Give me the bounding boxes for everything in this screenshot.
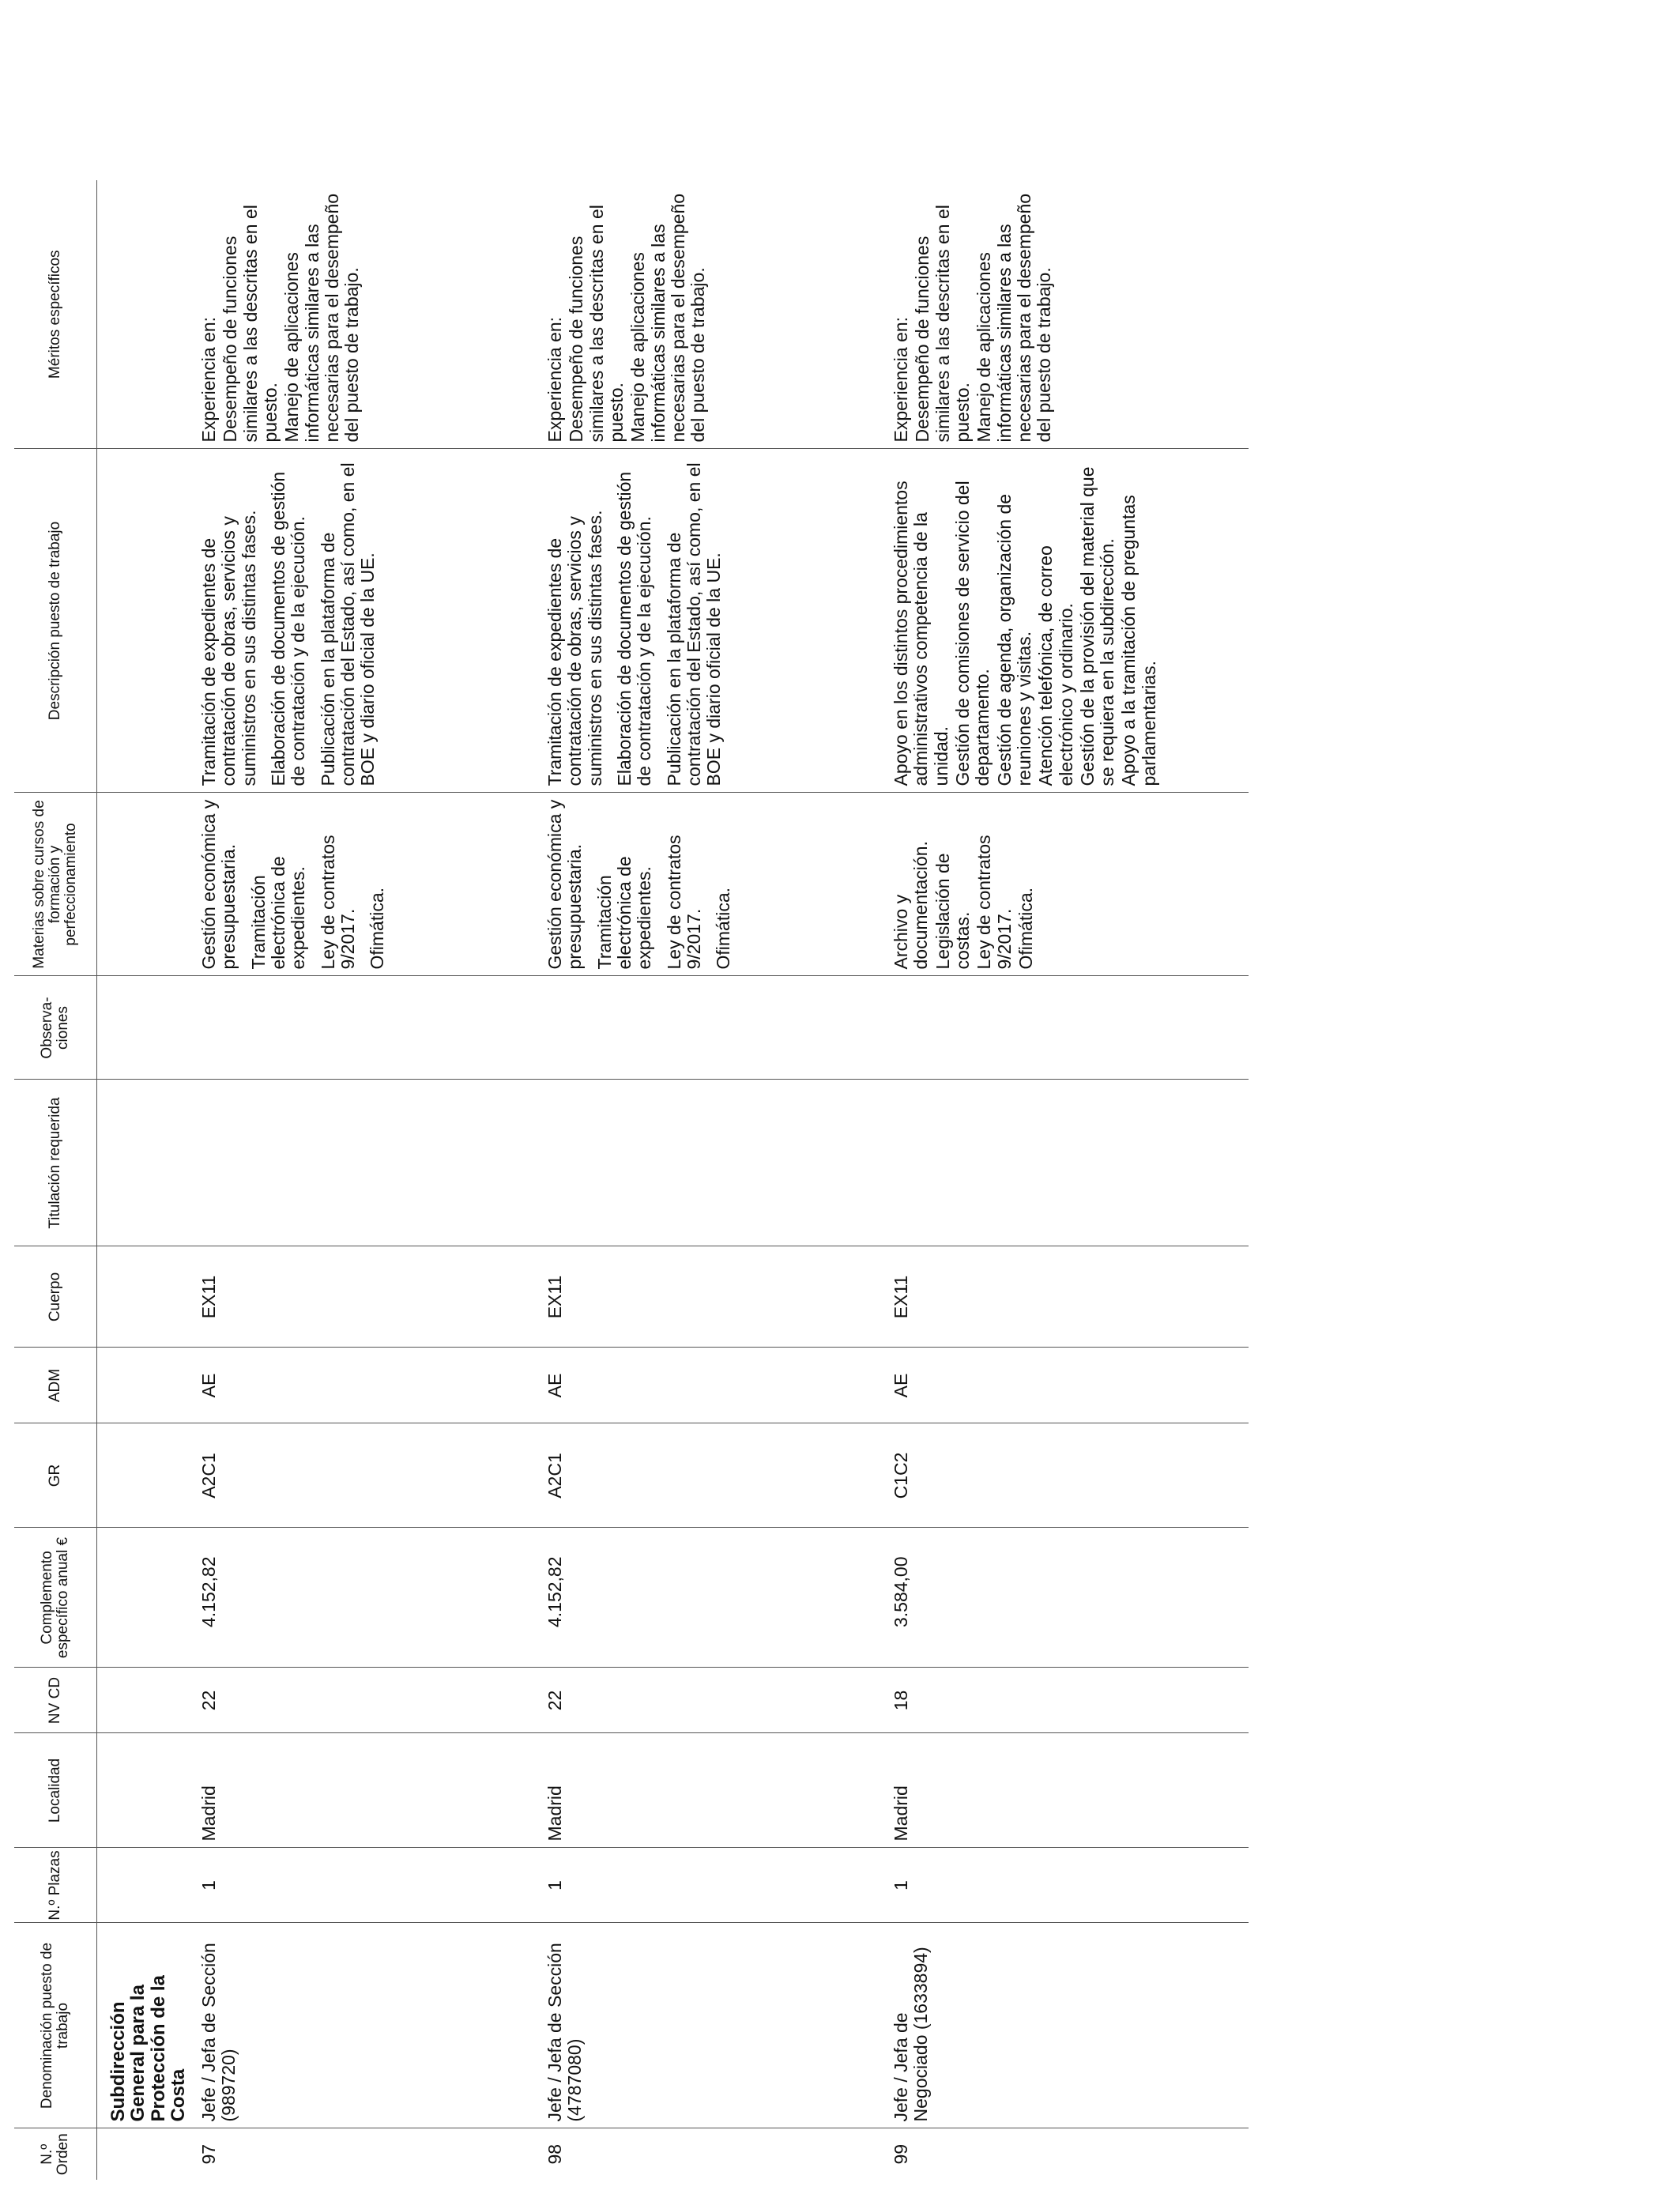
cell-observaciones (880, 976, 1249, 1080)
header-descripcion: Descripción puesto de trabajo (14, 449, 97, 793)
materia-item: Ley de contratos 9/2017. (663, 835, 704, 970)
cell-denominacion: Jefe / Jefa de Sección (4787080) (534, 1923, 880, 2128)
cell-gr: A2C1 (188, 1423, 534, 1528)
descripcion-item: Elaboración de documentos de gestión de contratación y de la ejecución. (614, 471, 655, 786)
descripcion-item: Gestión de agenda, organización de reuniones y visitas. (993, 493, 1034, 786)
cell-adm: AE (880, 1348, 1249, 1423)
cell-gr: A2C1 (534, 1423, 880, 1528)
cell-observaciones (534, 976, 880, 1080)
cell-orden: 97 (198, 2143, 220, 2165)
merito-item: Experiencia en: (198, 316, 220, 443)
cell-cuerpo: EX11 (880, 1246, 1249, 1348)
cell-descripcion (880, 449, 1249, 793)
materia-item: Tramitación electrónica de expedientes. (593, 856, 655, 970)
cell-nvcd: 22 (188, 1668, 534, 1733)
materia-item: Tramitación electrónica de expedientes. (247, 856, 309, 970)
cell-cuerpo: EX11 (188, 1246, 534, 1348)
descripcion-item: Apoyo en los distintos procedimientos administrativos competencia de la unidad. (891, 481, 951, 786)
cell-complemento: 4.152,82 (534, 1528, 880, 1668)
header-observaciones: Observa-ciones (14, 976, 97, 1080)
header-denominacion: Denominación puesto de trabajo (14, 1923, 97, 2128)
descripcion-item: Gestión de la provisión del material que se requiera en la subdirección. (1076, 466, 1118, 786)
merito-item: Experiencia en: (891, 316, 912, 443)
cell-localidad: Madrid (534, 1733, 880, 1848)
descripcion-item: Apoyo a la tramitación de preguntas parlamentarias. (1118, 495, 1159, 786)
header-adm: ADM (14, 1348, 97, 1423)
cell-cuerpo: EX11 (534, 1246, 880, 1348)
cell-materias (188, 793, 534, 976)
cell-plazas: 1 (880, 1848, 1249, 1923)
cell-titulacion (880, 1080, 1249, 1246)
materia-item: Ofimática. (367, 887, 388, 970)
cell-materias (880, 793, 1249, 976)
header-meritos: Méritos específicos (14, 180, 97, 449)
merito-item: Manejo de aplicaciones informáticas similares a las necesarias para el desempeño del puesto de trabajo. (974, 193, 1055, 443)
cell-nvcd: 22 (534, 1668, 880, 1733)
materia-item: Archivo y documentación. (891, 841, 932, 970)
section-row (97, 180, 189, 2180)
descripcion-item: Publicación en la plataforma de contratación del Estado, así como, en el BOE y diario oficial de la UE. (317, 462, 379, 786)
header-nvcd: NV CD (14, 1668, 97, 1733)
materia-item: Ofimática. (713, 887, 734, 970)
cell-adm: AE (188, 1348, 534, 1423)
cell-adm: AE (534, 1348, 880, 1423)
table-row (534, 180, 880, 2180)
cell-materias (534, 793, 880, 976)
descripcion-item: Tramitación de expedientes de contratación de obras, servicios y suministros en sus distintas fases. (198, 510, 259, 786)
cell-complemento: 4.152,82 (188, 1528, 534, 1668)
merito-item: Desempeño de funciones similares a las descritas en el puesto. (566, 205, 627, 443)
cell-complemento: 3.584,00 (880, 1528, 1249, 1668)
cell-denominacion: Jefe / Jefa de Sección (989720) (188, 1923, 534, 2128)
descripcion-item: Publicación en la plataforma de contratación del Estado, así como, en el BOE y diario oficial de la UE. (663, 462, 725, 786)
cell-descripcion (534, 449, 880, 793)
header-plazas: N.º Plazas (14, 1848, 97, 1923)
header-cuerpo: Cuerpo (14, 1246, 97, 1348)
header-titulacion: Titulación requerida (14, 1080, 97, 1246)
descripcion-item: Elaboración de documentos de gestión de contratación y de la ejecución. (268, 471, 309, 786)
cell-titulacion (188, 1080, 534, 1246)
header-materias: Materias sobre cursos de formación y perfeccionamiento (14, 793, 97, 976)
descripcion-item: Tramitación de expedientes de contratación de obras, servicios y suministros en sus distintas fases. (544, 510, 605, 786)
materia-item: Gestión económica y presupuestaria. (198, 799, 239, 970)
header-localidad: Localidad (14, 1733, 97, 1848)
cell-meritos (880, 180, 1249, 449)
table-row (188, 180, 534, 2180)
cell-meritos (188, 180, 534, 449)
section-title: Subdirección General para la Protección de la Costa (97, 1923, 189, 2128)
cell-orden: 98 (544, 2143, 566, 2165)
cell-nvcd: 18 (880, 1668, 1249, 1733)
cell-observaciones (188, 976, 534, 1080)
materia-item: Gestión económica y presupuestaria. (544, 799, 586, 970)
cell-meritos (534, 180, 880, 449)
header-orden: N.º Orden (14, 2128, 97, 2180)
merito-item: Manejo de aplicaciones informáticas similares a las necesarias para el desempeño del puesto de trabajo. (281, 193, 363, 443)
descripcion-item: Atención telefónica, de correo electrónico y ordinario. (1035, 545, 1076, 786)
cell-plazas: 1 (188, 1848, 534, 1923)
materia-item: Legislación de costas. (932, 853, 974, 970)
cell-descripcion (188, 449, 534, 793)
cell-titulacion (534, 1080, 880, 1246)
descripcion-item: Gestión de comisiones de servicio del departamento. (952, 481, 993, 786)
merito-item: Experiencia en: (544, 316, 566, 443)
cell-gr: C1C2 (880, 1423, 1249, 1528)
header-complemento: Complemento específico anual € (14, 1528, 97, 1668)
cell-localidad: Madrid (188, 1733, 534, 1848)
merito-item: Manejo de aplicaciones informáticas similares a las necesarias para el desempeño del puesto de trabajo. (627, 193, 709, 443)
materia-item: Ley de contratos 9/2017. (317, 835, 358, 970)
header-row (14, 180, 97, 2180)
cell-plazas: 1 (534, 1848, 880, 1923)
merito-item: Desempeño de funciones similares a las descritas en el puesto. (220, 205, 281, 443)
cell-localidad: Madrid (880, 1733, 1249, 1848)
cell-denominacion: Jefe / Jefa de Negociado (1633894) (880, 1923, 1249, 2128)
materia-item: Ofimática. (1015, 887, 1036, 970)
cell-orden: 99 (891, 2143, 912, 2165)
merito-item: Desempeño de funciones similares a las descritas en el puesto. (912, 205, 974, 443)
materia-item: Ley de contratos 9/2017. (974, 835, 1015, 970)
header-gr: GR (14, 1423, 97, 1528)
table-row (880, 180, 1249, 2180)
job-positions-table (14, 180, 1249, 2180)
